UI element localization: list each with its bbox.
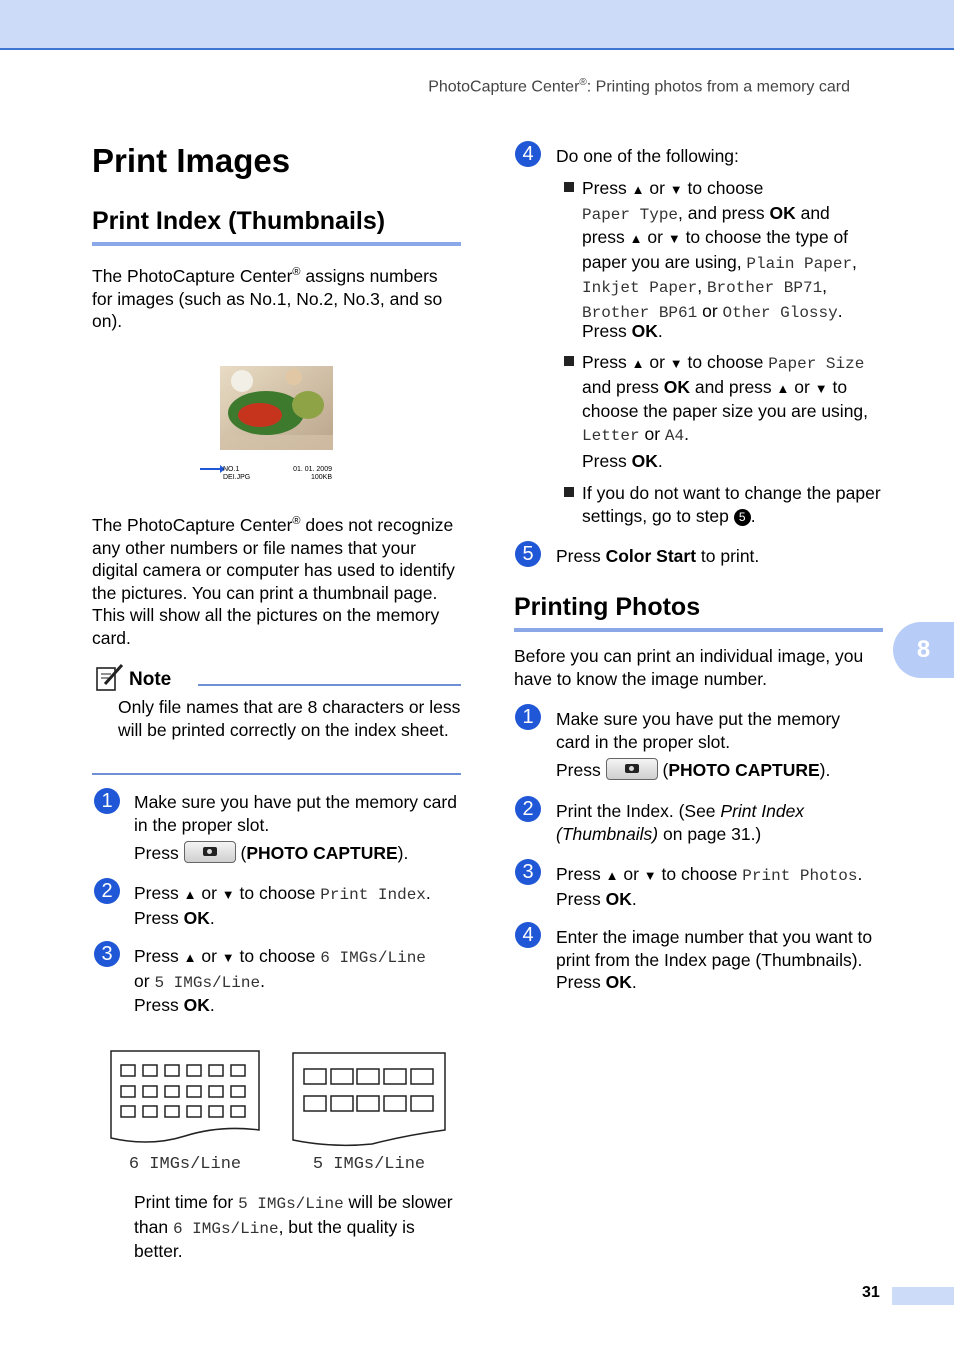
- print-time-note: Print time for 5 IMGs/Line will be slower than 6 IMGs/Line, but the quality is better.: [134, 1192, 453, 1261]
- step-4-text: Do one of the following:: [556, 146, 739, 166]
- thumbnail-illustration: [198, 365, 338, 485]
- r-step-1-press-line: Press (PHOTO CAPTURE).: [556, 760, 831, 780]
- running-header: PhotoCapture Center®: Printing photos from a memory card: [428, 77, 850, 96]
- down-arrow-icon: ▼: [669, 356, 683, 371]
- section-title-printing-photos: Printing Photos: [514, 593, 701, 621]
- layout-label-5: 5 IMGs/Line: [312, 1155, 426, 1174]
- note-bottom-rule: [92, 773, 461, 775]
- note-top-rule: [198, 684, 461, 686]
- bullet: [564, 182, 574, 192]
- five-per-line-sheet-icon: [292, 1052, 446, 1148]
- chapter-tab: 8: [893, 622, 954, 678]
- section-rule: [92, 242, 461, 246]
- thumb-caption-left: NO.1 DEI.JPG: [223, 466, 251, 481]
- step-2-text: Press ▲ or ▼ to choose Print Index. Press OK.: [134, 883, 431, 928]
- up-arrow-icon: ▲: [631, 182, 645, 197]
- section-rule: [514, 628, 883, 632]
- step-number: 5: [515, 541, 541, 567]
- down-arrow-icon: ▼: [814, 380, 828, 396]
- step-number: 1: [515, 704, 541, 730]
- section-title-print-index: Print Index (Thumbnails): [92, 207, 386, 235]
- step-number: 2: [94, 878, 120, 904]
- up-arrow-icon: ▲: [183, 887, 197, 902]
- r-step-4-text: Enter the image number that you want to print from the Index page (Thumbnails). Press OK.: [556, 927, 873, 992]
- down-arrow-icon: ▼: [643, 868, 657, 883]
- step-1-press-line: Press (PHOTO CAPTURE).: [134, 843, 409, 863]
- down-arrow-icon: ▼: [221, 950, 235, 965]
- r-step-3-text: Press ▲ or ▼ to choose Print Photos. Press OK.: [556, 864, 863, 909]
- top-band: [0, 0, 954, 50]
- thumb-caption-right: 01. 01. 2009 100KB: [293, 466, 332, 481]
- page-title: Print Images: [92, 142, 291, 179]
- up-arrow-icon: ▲: [776, 380, 790, 396]
- six-per-line-sheet-icon: [110, 1050, 260, 1148]
- up-arrow-icon: ▲: [605, 868, 619, 883]
- step-number: 2: [515, 796, 541, 822]
- note-text: Only file names that are 8 characters or less will be printed correctly on the index sheet.: [118, 697, 461, 740]
- down-arrow-icon: ▼: [221, 887, 235, 902]
- step-number: 4: [515, 922, 541, 948]
- down-arrow-icon: ▼: [667, 231, 681, 246]
- bullet-paper-type: Press ▲ or ▼ to choose Paper Type, and press OK and press ▲ or ▼ to choose the type of paper you are using, Plain Paper, Inkjet Paper, Brother BP71, Brother BP61 or Other Glossy.: [582, 178, 857, 322]
- bullet-skip: If you do not want to change the paper settings, go to step 5 .: [582, 483, 881, 526]
- photo-capture-button[interactable]: [184, 841, 236, 863]
- step-ref-badge: 5: [734, 509, 751, 526]
- r-step-1-text: Make sure you have put the memory card in the proper slot.: [556, 709, 841, 752]
- step-number: 3: [515, 859, 541, 885]
- up-arrow-icon: ▲: [629, 231, 643, 246]
- camera-icon: [625, 764, 639, 773]
- bullet-1-press-ok: Press OK.: [582, 321, 663, 341]
- bullet-2-press-ok: Press OK.: [582, 451, 663, 471]
- up-arrow-icon: ▲: [631, 356, 645, 371]
- printing-photos-intro: Before you can print an individual image, you have to know the image number.: [514, 646, 864, 689]
- step-1-text: Make sure you have put the memory card in the proper slot.: [134, 792, 457, 835]
- note-icon: [95, 662, 125, 692]
- down-arrow-icon: ▼: [669, 182, 683, 197]
- intro-paragraph: The PhotoCapture Center® assigns numbers for images (such as No.1, No.2, No.3, and so on).: [92, 266, 443, 331]
- paragraph-2: The PhotoCapture Center® does not recognize any other numbers or file names that your digital camera or computer has used to identify the pictures. You can print a thumbnail page. This will show all the pictures on the memory card.: [92, 515, 455, 648]
- bullet: [564, 356, 574, 366]
- step-number: 3: [94, 941, 120, 967]
- step-number: 1: [94, 788, 120, 814]
- layout-label-6: 6 IMGs/Line: [128, 1155, 242, 1174]
- bullet-paper-size: Press ▲ or ▼ to choose Paper Size and press OK and press ▲ or ▼ to choose the paper size you are using, Letter or A4.: [582, 352, 869, 445]
- note-title: Note: [129, 669, 172, 690]
- page-number-bar: [892, 1287, 954, 1305]
- bullet: [564, 487, 574, 497]
- step-number: 4: [515, 141, 541, 167]
- photo-capture-button[interactable]: [606, 758, 658, 780]
- up-arrow-icon: ▲: [183, 950, 197, 965]
- step-5-text: Press Color Start to print.: [556, 546, 760, 566]
- page-number: 31: [862, 1284, 880, 1301]
- camera-icon: [203, 847, 217, 856]
- step-3-text: Press ▲ or ▼ to choose 6 IMGs/Line or 5 IMGs/Line. Press OK.: [134, 946, 426, 1015]
- r-step-2-text: Print the Index. (See Print Index (Thumbnails) on page 31.): [556, 801, 805, 844]
